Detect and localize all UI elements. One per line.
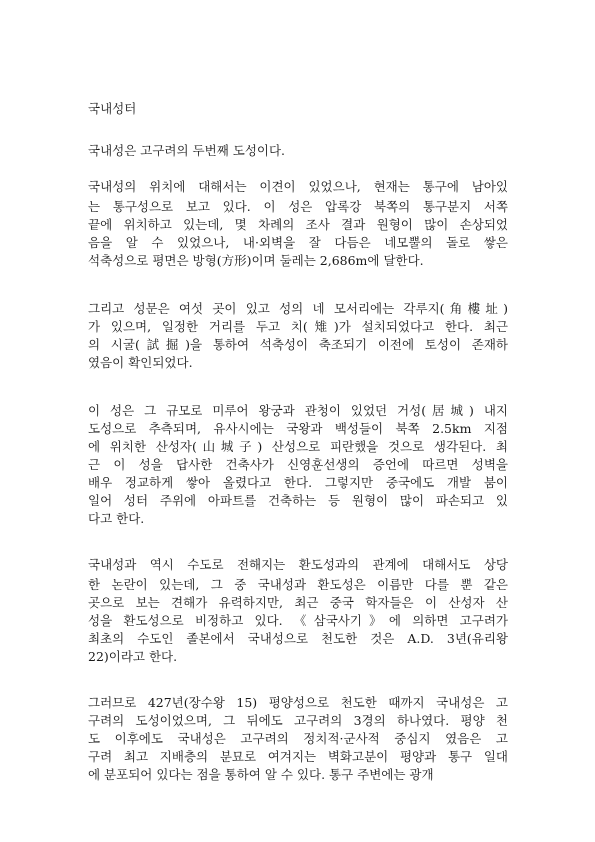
paragraph-4-line-5: 배우 정교하게 쌓아 올렸다고 한다. 그렇지만 중국에도 개발 붐이 <box>88 475 508 490</box>
paragraph-3-line-3: 의 시굴(試掘)을 통하여 석축성이 축조되기 이전에 토성이 존재하 <box>88 337 508 352</box>
paragraph-5-line-6: 22)이라고 한다. <box>88 649 178 664</box>
paragraph-4-line-6: 일어 성터 주위에 아파트를 건축하는 등 원형이 많이 파손되고 있 <box>88 493 508 508</box>
paragraph-6-line-3: 도 이후에도 국내성은 고구려의 정치적·군사적 중심지 였음은 고 <box>88 731 508 746</box>
paragraph-5-line-4: 성을 환도성으로 비정하고 있다. 《삼국사기》에 의하면 고구려가 <box>88 613 508 628</box>
paragraph-5-line-2: 한 논란이 있는데, 그 중 국내성과 환도성은 이름만 다를 뿐 같은 <box>88 577 508 592</box>
paragraph-3-line-2: 가 있으며, 일정한 거리를 두고 치(雉)가 설치되었다고 한다. 최근 <box>88 319 508 334</box>
paragraph-6-line-4: 구려 최고 지배층의 분묘로 여겨지는 벽화고분이 평양과 통구 일대 <box>88 749 508 764</box>
paragraph-2-line-4: 음을 알 수 있었으나, 내·외벽을 잘 다듬은 네모뿔의 돌로 쌓은 <box>88 235 508 250</box>
paragraph-1-line-1: 국내성은 고구려의 두번째 도성이다. <box>88 143 286 158</box>
paragraph-4-line-3: 에 위치한 산성자(山城子) 산성으로 피란했을 것으로 생각된다. 최 <box>88 439 508 454</box>
paragraph-2-line-5: 석축성으로 평면은 방형(方形)이며 둘레는 2,686m에 달한다. <box>88 253 424 268</box>
paragraph-4-line-2: 도성으로 추측되며, 유사시에는 국왕과 백성들이 북쪽 2.5km 지점 <box>88 421 508 436</box>
paragraph-4-line-1: 이 성은 그 규모로 미루어 왕궁과 관청이 있었던 거성(居城) 내지 <box>88 403 508 418</box>
document-title: 국내성터 <box>88 101 137 116</box>
paragraph-5-line-3: 곳으로 보는 견해가 유력하지만, 최근 중국 학자들은 이 산성자 산 <box>88 595 508 610</box>
paragraph-2-line-1: 국내성의 위치에 대해서는 이견이 있었으나, 현재는 통구에 남아있 <box>88 179 508 194</box>
paragraph-6-line-2: 구려의 도성이었으며, 그 뒤에도 고구려의 3경의 하나였다. 평양 천 <box>88 713 508 728</box>
paragraph-3-line-4: 였음이 확인되었다. <box>88 355 193 370</box>
paragraph-6-line-5: 에 분포되어 있다는 점을 통하여 알 수 있다. 통구 주변에는 광개 <box>88 767 434 782</box>
paragraph-5-line-5: 최초의 수도인 졸본에서 국내성으로 천도한 것은 A.D. 3년(유리왕 <box>88 631 508 646</box>
paragraph-2-line-2: 는 통구성으로 보고 있다. 이 성은 압록강 북쪽의 통구분지 서쪽 <box>88 199 508 214</box>
paragraph-4-line-4: 근 이 성을 답사한 건축사가 신영훈선생의 증언에 따르면 성벽을 <box>88 457 508 472</box>
paragraph-5-line-1: 국내성과 역시 수도로 전해지는 환도성과의 관계에 대해서도 상당 <box>88 557 508 572</box>
paragraph-6-line-1: 그러므로 427년(장수왕 15) 평양성으로 천도한 때까지 국내성은 고 <box>88 695 508 710</box>
paragraph-2-line-3: 끝에 위치하고 있는데, 몇 차례의 조사 결과 원형이 많이 손상되었 <box>88 217 508 232</box>
paragraph-3-line-1: 그리고 성문은 여섯 곳이 있고 성의 네 모서리에는 각루지(角樓址) <box>88 301 508 316</box>
paragraph-4-line-7: 다고 한다. <box>88 511 145 526</box>
